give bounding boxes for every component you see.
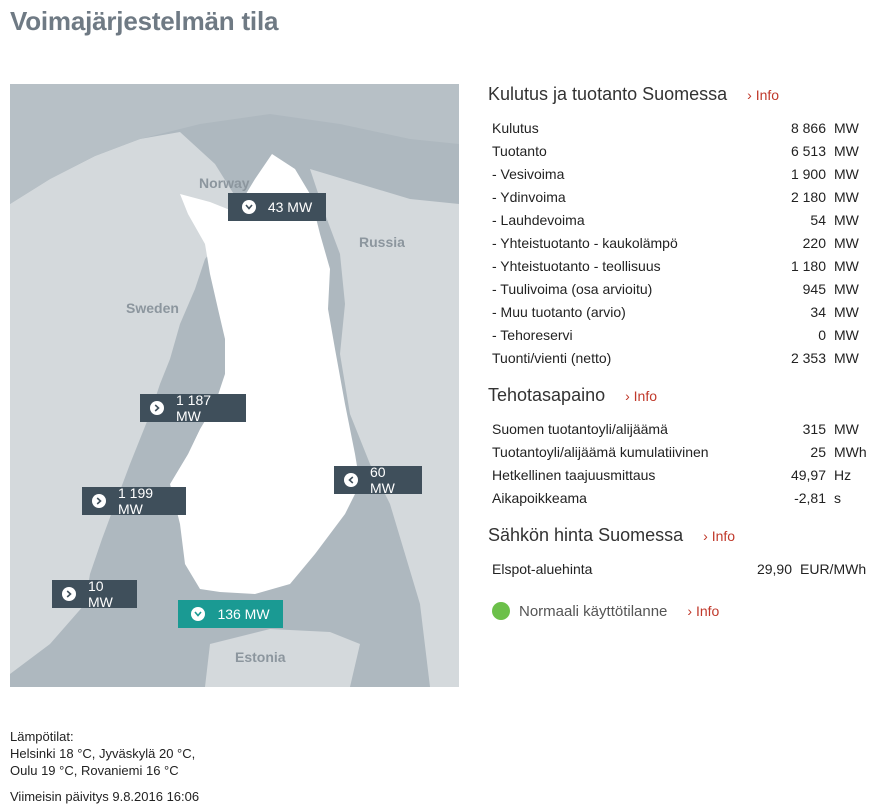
table-row <box>488 139 868 162</box>
flow-norway[interactable] <box>228 193 326 221</box>
chevron-right-icon <box>150 401 164 415</box>
row-label: Tuotanto <box>492 142 547 159</box>
row-unit: MW <box>834 257 859 274</box>
row-value: 8 866 <box>790 119 826 136</box>
row-unit: s <box>834 489 841 506</box>
row-label: Hetkellinen taajuusmittaus <box>492 466 656 483</box>
label-estonia: Estonia <box>235 649 286 665</box>
flow-value: 10 MW <box>88 578 113 610</box>
flow-sweden-central[interactable] <box>82 487 186 515</box>
table-row <box>488 162 868 185</box>
flow-value: 1 199 MW <box>118 485 154 517</box>
row-value: 2 353 <box>790 349 826 366</box>
price-table <box>488 557 868 580</box>
row-value: -2,81 <box>794 489 826 506</box>
table-row <box>488 557 868 580</box>
row-unit: MW <box>834 349 859 366</box>
row-label: Aikapoikkeama <box>492 489 587 506</box>
temperatures-line-1: Helsinki 18 °C, Jyväskylä 20 °C, <box>10 746 196 761</box>
row-label: - Muu tuotanto (arvio) <box>492 303 626 320</box>
consumption-info-link[interactable]: › Info <box>747 87 780 103</box>
info-panel <box>488 84 868 580</box>
status-indicator <box>492 602 510 620</box>
page-title: Voimajärjestelmän tila <box>10 6 279 36</box>
consumption-section <box>488 84 868 369</box>
row-label: - Tehoreservi <box>492 326 573 343</box>
row-value: 945 <box>802 280 826 297</box>
table-row <box>488 208 868 231</box>
row-label: - Yhteistuotanto - teollisuus <box>492 257 661 274</box>
label-russia: Russia <box>359 234 405 250</box>
row-label: Elspot-aluehinta <box>492 560 593 577</box>
table-row <box>488 116 868 139</box>
flow-value: 43 MW <box>267 199 313 215</box>
row-label: - Vesivoima <box>492 165 565 182</box>
temperatures-line-2: Oulu 19 °C, Rovaniemi 16 °C <box>10 763 179 778</box>
table-row <box>488 323 868 346</box>
power-map <box>10 84 459 687</box>
consumption-title: Kulutus ja tuotanto Suomessa <box>488 84 728 104</box>
row-label: Kulutus <box>492 119 539 136</box>
chevron-down-icon <box>191 607 205 621</box>
row-unit: MW <box>834 420 859 437</box>
last-updated: Viimeisin päivitys 9.8.2016 16:06 <box>10 789 200 804</box>
flow-value: 136 MW <box>217 606 270 622</box>
table-row <box>488 417 868 440</box>
flow-aland[interactable] <box>52 580 137 608</box>
row-unit: MW <box>834 119 859 136</box>
chevron-down-icon <box>242 200 256 214</box>
flow-value: 60 MW <box>370 464 395 496</box>
table-row <box>488 346 868 369</box>
flow-sweden-north[interactable] <box>140 394 246 422</box>
flow-estonia[interactable] <box>178 600 283 628</box>
chevron-left-icon <box>344 473 358 487</box>
row-label: - Ydinvoima <box>492 188 566 205</box>
row-value: 29,90 <box>756 560 792 577</box>
table-row <box>488 254 868 277</box>
flow-russia[interactable] <box>334 466 422 494</box>
row-unit: MW <box>834 280 859 297</box>
chevron-right-icon <box>92 494 106 508</box>
balance-info-link[interactable]: › Info <box>625 388 658 404</box>
row-value: 1 180 <box>790 257 826 274</box>
row-unit: MW <box>834 142 859 159</box>
chevron-right-icon <box>62 587 76 601</box>
row-unit: MW <box>834 188 859 205</box>
table-row <box>488 185 868 208</box>
price-title: Sähkön hinta Suomessa <box>488 525 684 545</box>
row-value: 6 513 <box>790 142 826 159</box>
balance-table <box>488 417 868 509</box>
row-label: Tuotantoyli/alijäämä kumulatiivinen <box>492 443 709 460</box>
balance-section <box>488 385 868 509</box>
table-row <box>488 231 868 254</box>
flow-value: 1 187 MW <box>176 392 212 424</box>
row-value: 0 <box>818 326 826 343</box>
row-unit: Hz <box>834 466 852 483</box>
row-unit: MWh <box>834 443 867 460</box>
row-label: - Lauhdevoima <box>492 211 585 228</box>
row-label: - Yhteistuotanto - kaukolämpö <box>492 234 678 251</box>
row-value: 220 <box>802 234 826 251</box>
price-info-link[interactable]: › Info <box>703 528 736 544</box>
temperatures <box>10 728 195 779</box>
table-row <box>488 486 868 509</box>
system-status <box>492 602 719 620</box>
table-row <box>488 463 868 486</box>
table-row <box>488 440 868 463</box>
row-unit: EUR/MWh <box>800 560 867 577</box>
consumption-table <box>488 116 868 369</box>
table-row <box>488 300 868 323</box>
label-sweden: Sweden <box>126 300 179 316</box>
status-info-link[interactable]: › Info <box>687 603 720 619</box>
row-value: 1 900 <box>790 165 826 182</box>
temperatures-heading: Lämpötilat: <box>10 729 74 744</box>
row-value: 315 <box>802 420 826 437</box>
row-value: 54 <box>810 211 826 228</box>
row-unit: MW <box>834 234 859 251</box>
row-value: 2 180 <box>790 188 826 205</box>
row-value: 34 <box>810 303 826 320</box>
balance-title: Tehotasapaino <box>488 385 606 405</box>
row-unit: MW <box>834 165 859 182</box>
table-row <box>488 277 868 300</box>
row-unit: MW <box>834 303 859 320</box>
status-text: Normaali käyttötilanne <box>519 602 668 620</box>
price-section <box>488 525 868 580</box>
row-label: Tuonti/vienti (netto) <box>492 349 612 366</box>
row-unit: MW <box>834 211 859 228</box>
row-label: Suomen tuotantoyli/alijäämä <box>492 420 668 437</box>
row-unit: MW <box>834 326 859 343</box>
row-label: - Tuulivoima (osa arvioitu) <box>492 280 653 297</box>
row-value: 49,97 <box>790 466 826 483</box>
row-value: 25 <box>810 443 826 460</box>
label-norway: Norway <box>199 175 250 191</box>
